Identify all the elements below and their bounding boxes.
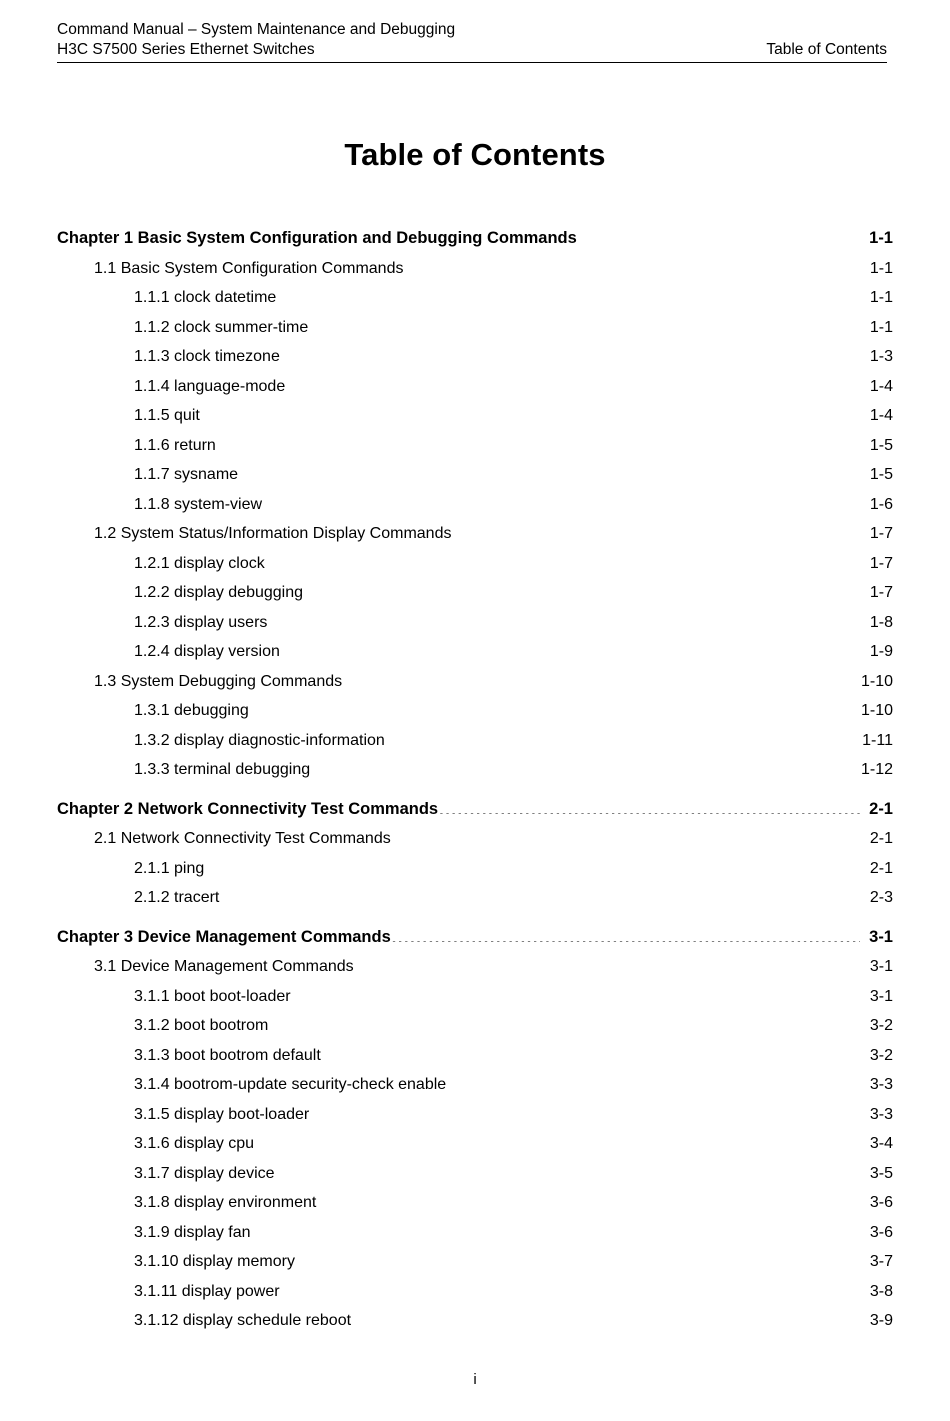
toc-entry-label: 1.1 Basic System Configuration Commands [94, 259, 404, 277]
toc-dot-leader [304, 581, 860, 597]
toc-entry-page-number: 2-1 [869, 830, 893, 847]
toc-entry[interactable] [94, 952, 893, 982]
toc-entry-label: 1.3.2 display diagnostic-information [134, 731, 385, 749]
toc-entry-page-number: 1-4 [869, 377, 893, 395]
toc-dot-leader [217, 434, 860, 450]
toc-dot-leader [447, 1073, 860, 1089]
toc-dot-leader [392, 827, 860, 843]
toc-entry-page-number: 2-1 [869, 859, 893, 877]
toc-entry-page-number: 3-4 [869, 1135, 893, 1152]
toc-dot-leader [296, 1250, 860, 1266]
header-line-2 [57, 40, 887, 60]
toc-entry-label: 1.1.2 clock summer-time [134, 318, 309, 336]
toc-entry-label: 3.1.8 display environment [134, 1194, 317, 1211]
toc-entry-page-number: 1-9 [869, 643, 893, 660]
toc-dot-leader [205, 857, 860, 873]
toc-entry[interactable] [134, 726, 893, 756]
toc-dot-leader [292, 985, 860, 1001]
toc-entry[interactable] [134, 755, 893, 785]
toc-dot-leader [252, 1221, 860, 1237]
toc-entry-label: 1.1.1 clock datetime [134, 289, 277, 306]
toc-entry-label: 1.3.1 debugging [134, 702, 249, 719]
toc-entry-label: 3.1.12 display schedule reboot [134, 1312, 352, 1329]
toc-entry[interactable] [134, 1011, 893, 1041]
toc-entry-label: 3.1.6 display cpu [134, 1135, 255, 1152]
toc-entry-page-number: 3-6 [869, 1223, 893, 1241]
toc-entry-page-number: 1-10 [860, 702, 893, 719]
toc-entry-label: Chapter 3 Device Management Commands [57, 927, 391, 946]
toc-entry-label: 2.1.2 tracert [134, 889, 220, 906]
toc-entry-page-number: 1-1 [869, 289, 893, 306]
toc-entry[interactable] [134, 1129, 893, 1159]
toc-entry[interactable] [134, 1100, 893, 1130]
toc-entry-page-number: 3-3 [869, 1105, 893, 1123]
toc-entry-label: 2.1.1 ping [134, 859, 205, 877]
toc-entry-label: 1.1.3 clock timezone [134, 348, 280, 365]
toc-entry-label: 1.1.6 return [134, 436, 216, 454]
toc-entry-page-number: 1-5 [869, 466, 893, 483]
toc-entry-page-number: 3-3 [869, 1076, 893, 1093]
toc-dot-leader [322, 1044, 860, 1060]
toc-entry-page-number: 1-6 [869, 495, 893, 513]
toc-dot-leader [386, 729, 859, 745]
toc-entry-label: 3.1.9 display fan [134, 1223, 251, 1241]
toc-entry-page-number: 2-1 [869, 799, 893, 818]
toc-entry[interactable] [134, 982, 893, 1012]
toc-chapter-entry[interactable] [57, 795, 893, 825]
toc-dot-leader [255, 1132, 860, 1148]
toc-dot-leader [250, 699, 858, 715]
toc-entry-label: 3.1.4 bootrom-update security-check enable [134, 1076, 447, 1093]
toc-entry-label: Chapter 2 Network Connectivity Test Commands [57, 799, 439, 818]
toc-dot-leader [286, 375, 860, 391]
toc-entry[interactable] [134, 1070, 893, 1100]
toc-entry-label: 1.2 System Status/Information Display Commands [94, 525, 452, 542]
toc-entry-page-number: 3-8 [869, 1282, 893, 1300]
toc-entry-page-number: 1-1 [869, 259, 893, 277]
toc-dot-leader [310, 1103, 860, 1119]
toc-dot-leader [281, 1280, 860, 1296]
header-line-1 [57, 20, 887, 40]
toc-entry[interactable] [134, 1247, 893, 1277]
toc-entry-label: 3.1.3 boot bootrom default [134, 1046, 321, 1064]
toc-entry-label: 1.2.2 display debugging [134, 584, 304, 601]
header-manual-title: Command Manual – System Maintenance and Debugging [57, 21, 456, 38]
toc-dot-leader [263, 493, 860, 509]
toc-entry-page-number: 1-7 [869, 584, 893, 601]
toc-entry-page-number: 1-12 [860, 761, 893, 778]
toc-entry-page-number: 3-1 [869, 958, 893, 975]
page-footer [0, 1370, 950, 1390]
toc-entry-label: 1.3.3 terminal debugging [134, 761, 311, 778]
toc-entry-page-number: 1-7 [869, 554, 893, 572]
toc-entry[interactable] [134, 608, 893, 638]
toc-dot-leader [352, 1309, 860, 1325]
toc-entry-page-number: 1-11 [862, 731, 893, 749]
toc-entry-page-number: 3-2 [869, 1017, 893, 1034]
toc-entry-label: 1.1.7 sysname [134, 466, 239, 483]
toc-dot-leader [309, 316, 860, 332]
toc-entry-page-number: 3-9 [869, 1312, 893, 1329]
toc-entry[interactable] [94, 667, 893, 697]
toc-entry-label: 3.1 Device Management Commands [94, 958, 354, 975]
toc-entry-label: 3.1.7 display device [134, 1164, 275, 1182]
toc-entry[interactable] [134, 1277, 893, 1307]
toc-entry[interactable] [134, 1041, 893, 1071]
toc-entry[interactable] [134, 549, 893, 579]
toc-dot-leader [392, 925, 860, 942]
toc-entry-page-number: 3-1 [869, 987, 893, 1005]
toc-entry-label: 1.2.3 display users [134, 613, 268, 631]
toc-entry-label: 3.1.5 display boot-loader [134, 1105, 310, 1123]
toc-entry-page-number: 3-5 [869, 1164, 893, 1182]
toc-dot-leader [452, 522, 860, 538]
toc-entry[interactable] [94, 824, 893, 854]
toc-entry[interactable] [94, 519, 893, 549]
toc-dot-leader [201, 404, 860, 420]
header-product-name: H3C S7500 Series Ethernet Switches [57, 41, 315, 58]
toc-entry-page-number: 1-1 [869, 318, 893, 336]
toc-entry-label: 1.1.4 language-mode [134, 377, 286, 395]
toc-dot-leader [276, 1162, 860, 1178]
toc-entry-page-number: 1-10 [860, 672, 893, 690]
toc-entry-label: 1.3 System Debugging Commands [94, 672, 343, 690]
toc-entry[interactable] [134, 460, 893, 490]
toc-dot-leader [317, 1191, 860, 1207]
toc-entry-label: Chapter 1 Basic System Configuration and Debugging Commands [57, 229, 577, 247]
toc-dot-leader [239, 463, 860, 479]
footer-page-number: i [473, 1371, 477, 1388]
toc-entry[interactable] [134, 401, 893, 431]
toc-entry-label: 3.1.1 boot boot-loader [134, 987, 291, 1005]
toc-entry[interactable] [134, 637, 893, 667]
toc-entry-page-number: 1-8 [869, 613, 893, 631]
toc-entry-page-number: 3-2 [869, 1046, 893, 1064]
toc-dot-leader [277, 286, 860, 302]
toc-entry[interactable] [134, 696, 893, 726]
toc-entry[interactable] [134, 342, 893, 372]
toc-dot-leader [439, 797, 860, 814]
toc-entry-label: 1.1.8 system-view [134, 495, 263, 513]
toc-entry[interactable] [134, 1188, 893, 1218]
toc-entry-label: 1.1.5 quit [134, 407, 200, 424]
toc-entry[interactable] [134, 431, 893, 461]
toc-dot-leader [266, 552, 860, 568]
toc-entry[interactable] [134, 1159, 893, 1189]
toc-dot-leader [268, 611, 860, 627]
toc-entry-page-number: 3-1 [869, 927, 893, 946]
toc-entry[interactable] [134, 1218, 893, 1248]
toc-dot-leader [281, 345, 860, 361]
running-header [57, 20, 887, 60]
toc-entry[interactable] [134, 883, 893, 913]
toc-entry[interactable] [94, 254, 893, 284]
toc-dot-leader [343, 670, 858, 686]
header-section-name: Table of Contents [766, 41, 887, 58]
header-divider-rule [57, 62, 887, 63]
toc-dot-leader [355, 955, 860, 971]
toc-entry-page-number: 1-1 [869, 229, 893, 247]
toc-entry-label: 1.2.1 display clock [134, 554, 265, 572]
toc-entry[interactable] [134, 578, 893, 608]
toc-entry[interactable] [134, 854, 893, 884]
toc-entry[interactable] [134, 1306, 893, 1336]
toc-dot-leader [220, 886, 860, 902]
toc-entry-page-number: 1-4 [869, 407, 893, 424]
toc-entry-label: 3.1.2 boot bootrom [134, 1017, 269, 1034]
toc-dot-leader [281, 640, 860, 656]
page-title: Table of Contents [344, 137, 606, 172]
toc-dot-leader [578, 227, 860, 244]
toc-entry-page-number: 3-7 [869, 1253, 893, 1270]
toc-dot-leader [311, 758, 858, 774]
toc-dot-leader [269, 1014, 860, 1030]
table-of-contents [57, 224, 893, 1336]
toc-entry[interactable] [134, 490, 893, 520]
toc-entry[interactable] [134, 372, 893, 402]
toc-dot-leader [404, 257, 860, 273]
toc-entry-page-number: 3-6 [869, 1194, 893, 1211]
toc-entry-page-number: 1-7 [869, 525, 893, 542]
toc-entry-page-number: 1-5 [869, 436, 893, 454]
toc-entry[interactable] [134, 313, 893, 343]
toc-entry[interactable] [134, 283, 893, 313]
toc-entry-page-number: 2-3 [869, 889, 893, 906]
toc-entry-label: 3.1.10 display memory [134, 1253, 295, 1270]
toc-entry-label: 3.1.11 display power [134, 1282, 280, 1300]
toc-chapter-entry[interactable] [57, 923, 893, 953]
toc-entry-label: 2.1 Network Connectivity Test Commands [94, 830, 391, 847]
toc-entry-page-number: 1-3 [869, 348, 893, 365]
toc-chapter-entry[interactable] [57, 224, 893, 254]
toc-entry-label: 1.2.4 display version [134, 643, 280, 660]
